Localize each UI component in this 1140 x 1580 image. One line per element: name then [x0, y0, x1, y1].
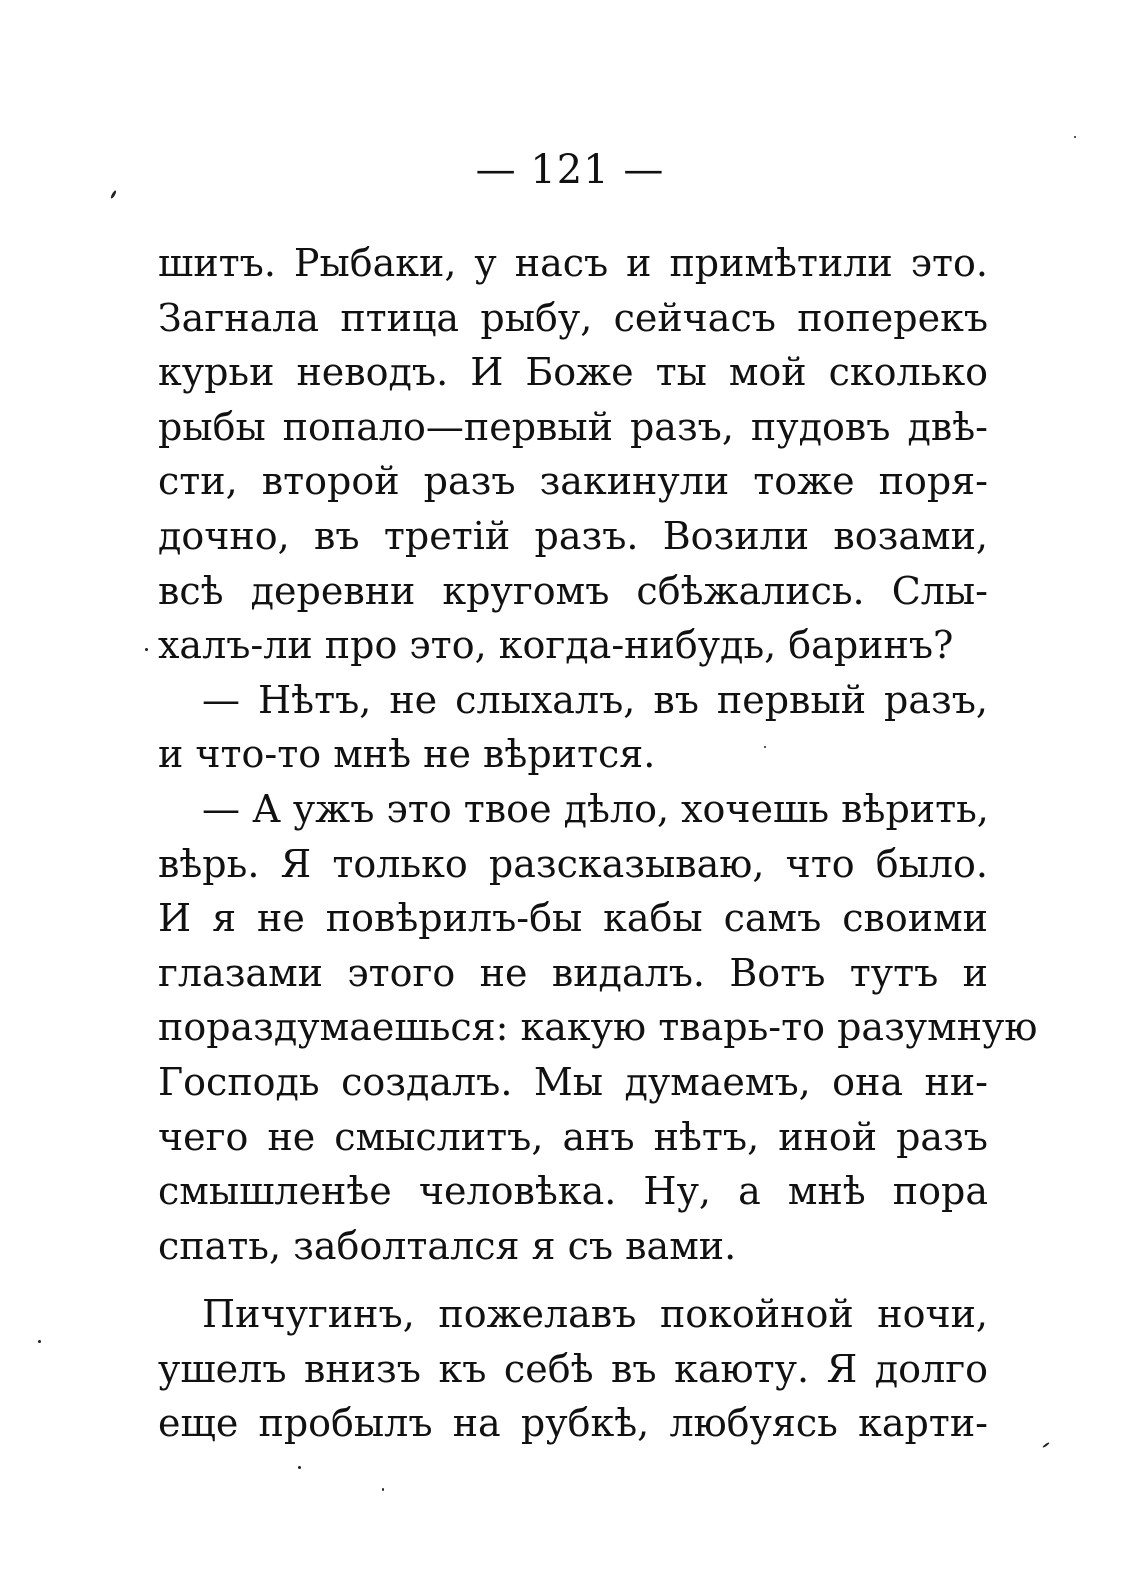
scan-speck: [298, 1466, 301, 1469]
paragraph-1: [158, 236, 988, 673]
text-line: чего не смыслитъ, анъ нѣтъ, иной разъ: [158, 1114, 988, 1159]
text-line: рыбы попало—первый разъ, пудовъ двѣ-: [158, 404, 988, 449]
body-text: [158, 236, 1038, 1451]
paragraph-3: [158, 782, 1038, 1273]
text-line: — Нѣтъ, не слыхалъ, въ первый разъ,: [202, 677, 988, 722]
text-line: вѣрь. Я только разсказываю, что было.: [158, 841, 988, 886]
scan-speck: [764, 746, 766, 748]
text-line: — А ужъ это твое дѣло, хочешь вѣрить,: [202, 786, 989, 831]
scan-speck: [38, 1340, 41, 1343]
scan-speck: [1074, 136, 1076, 138]
text-line: Господь создалъ. Мы думаемъ, она ни-: [158, 1059, 988, 1104]
text-line: дочно, въ третій разъ. Возили возами,: [158, 513, 988, 558]
text-line: пораздумаешься: какую тварь-то разумную: [158, 1005, 1038, 1050]
text-line: смышленѣе человѣка. Ну, а мнѣ пора: [158, 1169, 988, 1214]
text-line: И я не повѣрилъ-бы кабы самъ своими: [158, 896, 988, 941]
scan-speck: [382, 1488, 384, 1491]
paragraph-2: [158, 673, 988, 782]
text-line: всѣ деревни кругомъ сбѣжались. Слы-: [158, 568, 988, 613]
page-number: — 121 —: [475, 147, 665, 193]
scan-speck: [1042, 1442, 1050, 1448]
text-line: халъ-ли про это, когда-нибудь, баринъ?: [158, 623, 954, 668]
text-line: сти, второй разъ закинули тоже поря-: [158, 459, 988, 504]
text-line: ушелъ внизъ къ себѣ въ каюту. Я долго: [158, 1346, 988, 1391]
text-line: Загнала птица рыбу, сейчасъ поперекъ: [158, 295, 988, 340]
paragraph-4: [158, 1287, 988, 1451]
text-line: Пичугинъ, пожелавъ покойной ночи,: [202, 1292, 988, 1337]
text-line: курьи неводъ. И Боже ты мой сколько: [158, 350, 988, 395]
text-line: и что-то мнѣ не вѣрится.: [158, 732, 656, 777]
text-line: еще пробылъ на рубкѣ, любуясь карти-: [158, 1401, 988, 1446]
text-line: шитъ. Рыбаки, у насъ и примѣтили это.: [158, 241, 988, 285]
paragraph-spacer: [158, 1273, 988, 1287]
text-line: глазами этого не видалъ. Вотъ тутъ и: [158, 950, 988, 995]
text-line: спать, заболтался я съ вами.: [158, 1223, 737, 1268]
scan-speck: [145, 648, 148, 651]
